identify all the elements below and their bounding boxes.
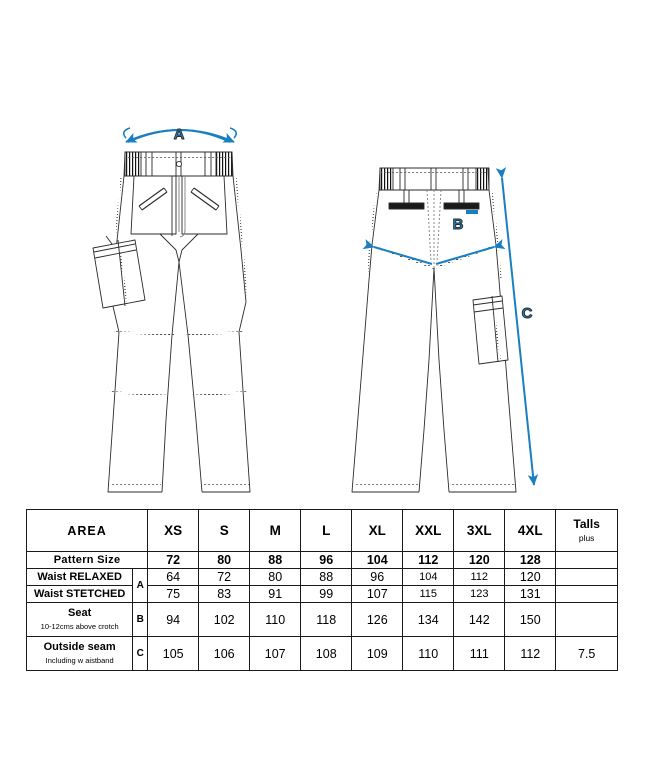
- row-label-seat: [27, 603, 133, 637]
- cargo-pocket-back: [473, 296, 508, 364]
- cell-value: 88: [301, 569, 352, 586]
- header-size-s: S: [199, 510, 250, 552]
- cell-value: 112: [403, 552, 454, 569]
- cell-value: 112: [454, 569, 505, 586]
- row-label-seat-note: 10-12cms above crotch: [40, 622, 119, 631]
- cell-value: 115: [403, 586, 454, 603]
- cell-value: 110: [403, 637, 454, 671]
- marker-cell-a: A: [133, 569, 148, 603]
- cell-value: 72: [148, 552, 199, 569]
- row-label-pattern-size: Pattern Size: [27, 552, 148, 569]
- cell-value: 96: [301, 552, 352, 569]
- cell-talls: [556, 569, 618, 586]
- header-size-xxl: XXL: [403, 510, 454, 552]
- cell-talls: [556, 552, 618, 569]
- cell-value: 107: [352, 586, 403, 603]
- cell-value: 91: [250, 586, 301, 603]
- cell-value: 126: [352, 603, 403, 637]
- back-view-group: [352, 168, 516, 492]
- cell-value: 64: [148, 569, 199, 586]
- header-size-m: M: [250, 510, 301, 552]
- cell-talls: [556, 586, 618, 603]
- row-label-outside-seam-main: Outside seam: [43, 641, 116, 654]
- measure-label-a: A: [173, 126, 185, 143]
- header-talls-main: Talls: [573, 517, 600, 532]
- header-talls: [556, 510, 618, 552]
- cell-value: 134: [403, 603, 454, 637]
- header-size-l: L: [301, 510, 352, 552]
- cell-value: 105: [148, 637, 199, 671]
- row-label-waist-stetched: Waist STETCHED: [27, 586, 133, 603]
- cell-value: 104: [403, 569, 454, 586]
- header-size-xl: XL: [352, 510, 403, 552]
- cargo-pocket-front: [93, 236, 145, 308]
- table-row: [27, 603, 618, 637]
- header-size-4xl: 4XL: [505, 510, 556, 552]
- cell-value: 110: [250, 603, 301, 637]
- cell-value: 120: [505, 569, 556, 586]
- cell-value: 111: [454, 637, 505, 671]
- cell-talls: 7.5: [556, 637, 618, 671]
- cell-value: 106: [199, 637, 250, 671]
- marker-cell-c: C: [133, 637, 148, 671]
- header-size-3xl: 3XL: [454, 510, 505, 552]
- cell-value: 131: [505, 586, 556, 603]
- cell-value: 118: [301, 603, 352, 637]
- cell-value: 108: [301, 637, 352, 671]
- cell-value: 88: [250, 552, 301, 569]
- cell-value: 142: [454, 603, 505, 637]
- size-chart-table: [26, 509, 618, 671]
- cell-value: 80: [199, 552, 250, 569]
- cell-value: 102: [199, 603, 250, 637]
- header-size-xs: XS: [148, 510, 199, 552]
- cell-value: 109: [352, 637, 403, 671]
- cell-value: 128: [505, 552, 556, 569]
- cell-value: 96: [352, 569, 403, 586]
- cell-value: 94: [148, 603, 199, 637]
- measure-c-annotation: [502, 178, 534, 485]
- table-row: [27, 586, 618, 603]
- measure-label-c: C: [521, 305, 533, 322]
- cell-value: 150: [505, 603, 556, 637]
- row-label-outside-seam-note: Including w aistband: [45, 656, 114, 665]
- header-area: AREA: [27, 510, 148, 552]
- header-talls-sub: plus: [578, 532, 595, 543]
- front-view-group: [93, 152, 250, 492]
- cell-talls: [556, 603, 618, 637]
- marker-cell-b: B: [133, 603, 148, 637]
- row-label-waist-relaxed: Waist RELAXED: [27, 569, 133, 586]
- cell-value: 123: [454, 586, 505, 603]
- table-row: [27, 637, 618, 671]
- cell-value: 104: [352, 552, 403, 569]
- cell-value: 75: [148, 586, 199, 603]
- table-row: [27, 569, 618, 586]
- cell-value: 83: [199, 586, 250, 603]
- cell-value: 80: [250, 569, 301, 586]
- cell-value: 120: [454, 552, 505, 569]
- table-header-row: [27, 510, 618, 552]
- cell-value: 112: [505, 637, 556, 671]
- table-row: [27, 552, 618, 569]
- cell-value: 72: [199, 569, 250, 586]
- row-label-seat-main: Seat: [68, 607, 92, 620]
- row-label-outside-seam: [27, 637, 133, 671]
- measure-label-b: B: [452, 216, 464, 233]
- cell-value: 107: [250, 637, 301, 671]
- cell-value: 99: [301, 586, 352, 603]
